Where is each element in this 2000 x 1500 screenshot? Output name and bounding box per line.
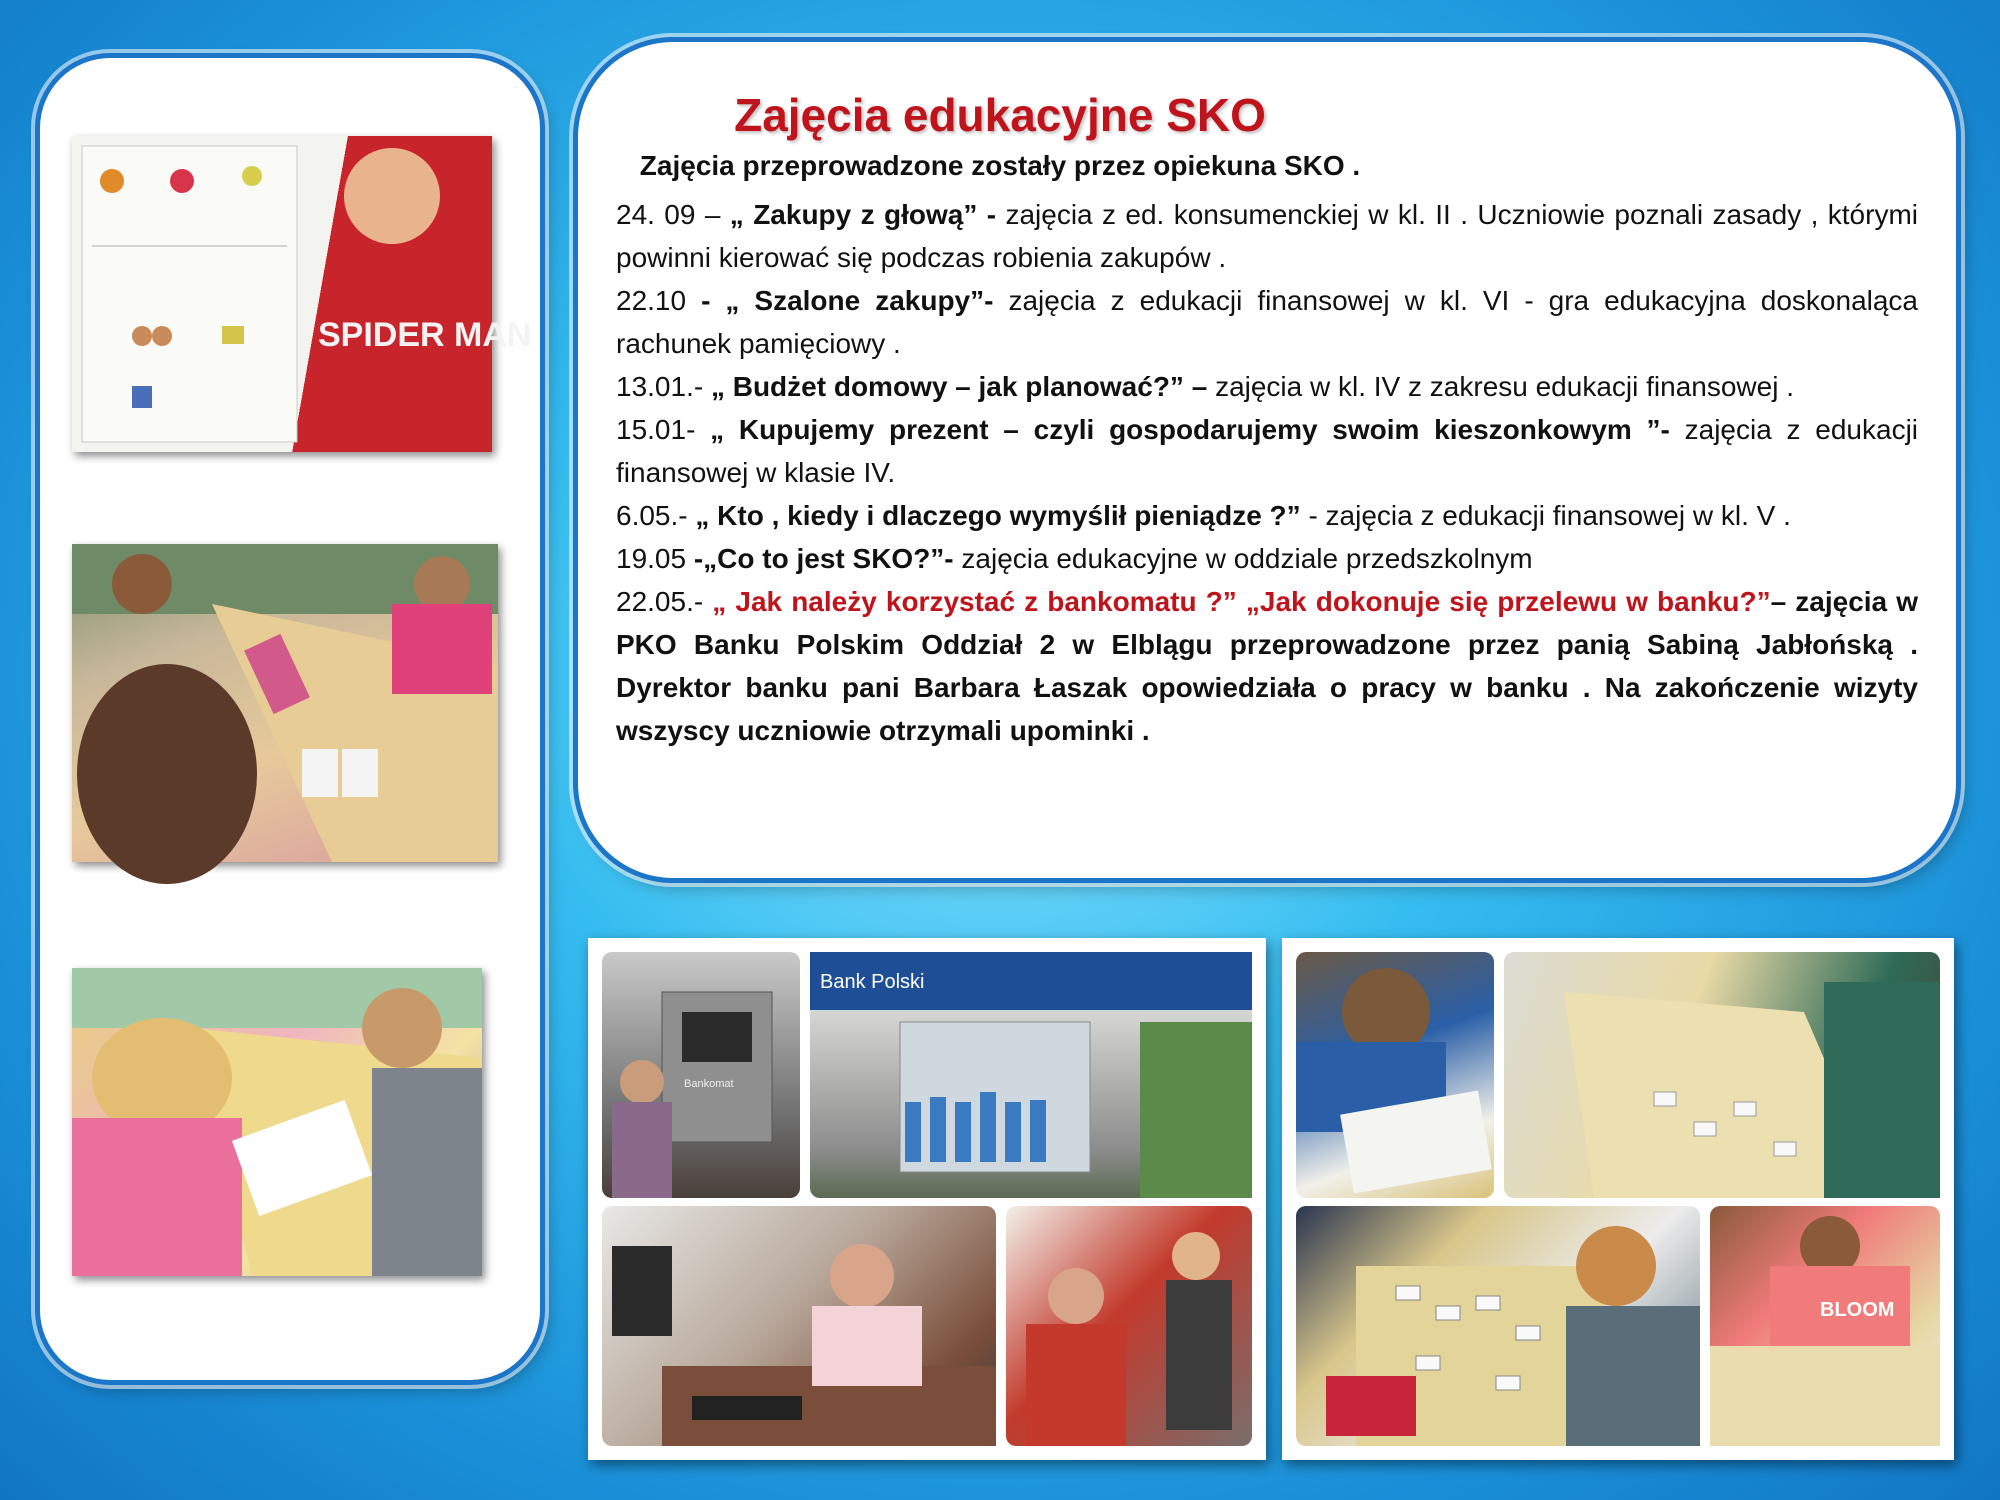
atm-sign: Bankomat <box>684 1078 734 1090</box>
photo-money-cards-table <box>1504 952 1940 1198</box>
photo-girl-cards <box>1710 1206 1940 1446</box>
entry-topic: „ Zakupy z głową” - <box>720 199 1006 230</box>
shirt-text: SPIDER MAN <box>318 316 532 354</box>
entry-topic: „ Kupujemy prezent – czyli gospodarujemy swoim kieszonkowym ”- <box>710 414 1685 445</box>
entry-topic: „ Jak należy korzystać z bankomatu ?” „Jak dokonuje się przelewu w banku?” <box>712 586 1771 617</box>
entry-date: 6.05.- <box>616 500 696 531</box>
entry-description: zajęcia z edukacji finansowej w klasie IV. <box>616 414 1919 488</box>
entry-date: 15.01- <box>616 414 711 445</box>
photo-bank-office-children <box>1006 1206 1252 1446</box>
photo-boy-writing <box>1296 952 1494 1198</box>
photo-atm <box>602 952 800 1198</box>
activity-entry <box>616 193 1918 279</box>
bank-front-illustration <box>810 952 1252 1198</box>
entry-date: 24. 09 – <box>616 199 721 230</box>
activity-entry <box>616 279 1918 365</box>
entry-topic: „ Budżet domowy – jak planować?” – <box>710 371 1216 402</box>
classroom-scene-2 <box>72 968 482 1276</box>
activity-list <box>616 193 1918 752</box>
entry-topic: - „ Szalone zakupy”- <box>701 285 1009 316</box>
page-title: Zajęcia edukacyjne SKO <box>734 89 1266 141</box>
activity-entry <box>616 365 1918 408</box>
bank-sign: Bank Polski <box>820 971 925 993</box>
office-illustration <box>1006 1206 1252 1446</box>
entry-topic: -„Co to jest SKO?”- <box>693 543 962 574</box>
photo-children-sorting-cards <box>1296 1206 1700 1446</box>
entry-description: zajęcia w kl. IV z zakresu edukacji finansowej . <box>1215 371 1794 402</box>
entry-description: zajęcia z ed. konsumenckiej w kl. II . Uczniowie poznali zasady , którymi powinni kierować się podczas robienia zakupów . <box>616 199 1918 273</box>
entry-description: - zajęcia z edukacji finansowej w kl. V . <box>1308 500 1791 531</box>
entry-topic: „ Kto , kiedy i dlaczego wymyślił pieniądze ?” <box>695 500 1309 531</box>
photo-bank-entrance-group <box>810 952 1252 1198</box>
entry-dash: – <box>1770 586 1787 617</box>
worksheet-illustration <box>72 136 532 452</box>
entry-date: 22.05.- <box>616 586 713 617</box>
entry-date: 22.10 <box>616 285 702 316</box>
entry-description: zajęcia w PKO Banku Polskim Oddział 2 w Elblągu przeprowadzone przez panią Sabiną Jabłońską . Dyrektor banku pani Barbara Łaszak opowiedziała o pracy w banku . Na zakończenie wizyty wszyscy uczniowie otrzymali upominki . <box>616 586 1919 746</box>
sweater-text: BLOOM <box>1820 1299 1895 1321</box>
page-subtitle: Zajęcia przeprowadzone zostały przez opiekuna SKO . <box>639 150 1361 181</box>
activity-entry <box>616 494 1918 537</box>
entry-description: zajęcia edukacyjne w oddziale przedszkolnym <box>961 543 1533 574</box>
photo-children-card-game <box>72 544 498 862</box>
entry-date: 19.05 <box>616 543 694 574</box>
cards-illustration <box>1296 1206 1700 1446</box>
desk-illustration <box>602 1206 996 1446</box>
activity-entry <box>616 537 1918 580</box>
entry-description: zajęcia z edukacji finansowej w kl. VI - gra edukacyjna doskonaląca rachunek pamięciowy . <box>616 285 1919 359</box>
photo-bank-employee-desk <box>602 1206 996 1446</box>
boy-illustration <box>1296 952 1494 1198</box>
photo-children-worksheet-table <box>72 968 482 1276</box>
activity-entry-bank-visit <box>616 580 1918 752</box>
atm-illustration <box>602 952 800 1198</box>
classroom-scene <box>72 544 498 862</box>
photo-boy-shopping-worksheet <box>72 136 532 452</box>
bank-visit-collage <box>588 938 1266 1460</box>
table-illustration <box>1504 952 1940 1198</box>
entry-date: 13.01.- <box>616 371 711 402</box>
activity-entry <box>616 408 1918 494</box>
girl-illustration <box>1710 1206 1940 1446</box>
classroom-collage <box>1282 938 1954 1460</box>
